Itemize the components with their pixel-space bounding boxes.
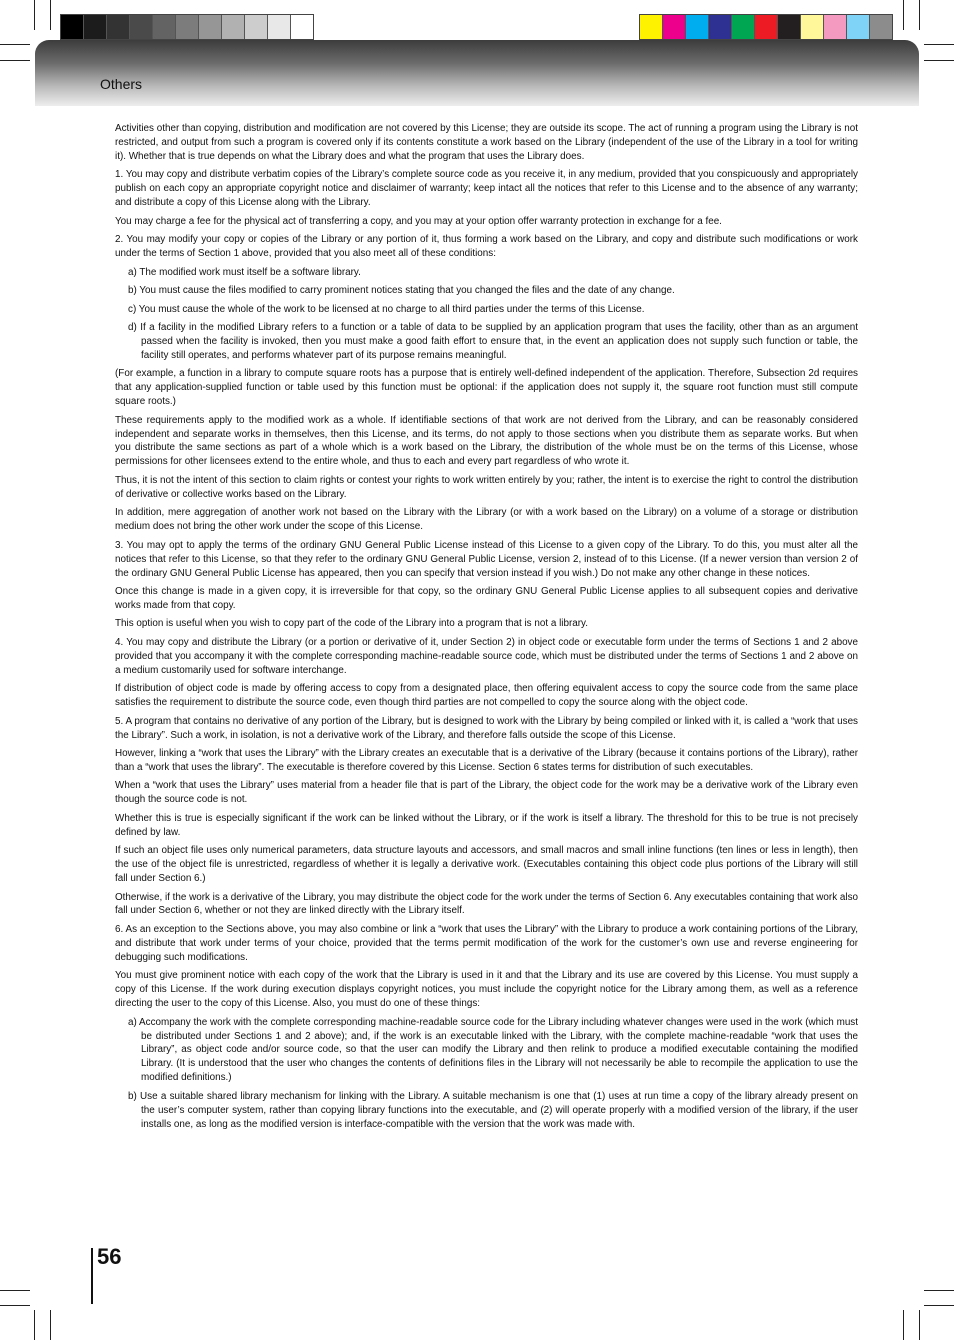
- gray-swatch: [61, 15, 84, 39]
- color-swatch: [640, 15, 663, 39]
- color-swatch: [709, 15, 732, 39]
- body-paragraph: 6. As an exception to the Sections above, you may also combine or link a “work that uses the Library” with the Library to produce a work containing portions of the Library, and distribute that work under terms of your choice, provided that the terms permit modification of the work for the customer’s own use and reverse engineering for debugging such modifications.: [115, 923, 858, 963]
- gray-swatch: [153, 15, 176, 39]
- body-paragraph: 2. You may modify your copy or copies of the Library or any portion of it, thus forming a work based on the Library, and copy and distribute such modifications or work under the terms of Section 1 above, provided that you also meet all of these conditions:: [115, 234, 858, 260]
- body-paragraph: Once this change is made in a given copy, it is irreversible for that copy, so the ordinary GNU General Public License applies to all subsequent copies and derivative works made from that copy.: [115, 586, 858, 611]
- sub-clause-paragraph: b) You must cause the files modified to carry prominent notices stating that you changed the files and the date of any change.: [128, 285, 675, 297]
- body-paragraph: Otherwise, if the work is a derivative of the Library, you may distribute the object code for the work under the terms of Section 6. Any executables containing that work also fall under Section 6, whether or not they are linked directly with the Library itself.: [115, 891, 859, 917]
- sub-clause-paragraph: a) Accompany the work with the complete corresponding machine-readable source code for the Library including whatever changes were used in the work (which must be distributed under Sections 1 and 2 above); and, if the work is an executable linked with the Library, with the complete machine-readable “work that uses the Library”, as object code and/or source code, so that the user can modify the Library and then relink to produce a modified executable containing the modified Library. (It is understood that the user who changes the contents of definitions files in the Library will not necessarily be able to recompile the application to use the modified definitions.): [128, 1016, 858, 1084]
- crop-mark: [0, 1305, 30, 1306]
- body-paragraph: Activities other than copying, distribution and modification are not covered by this License; they are outside its scope. The act of running a program using the Library is not restricted, and output from such a program is covered only if its contents constitute a work based on the Library (independent of the use of the Library in a tool for writing it). Whether that is true depends on what the Library does and what the program that uses the Library does.: [115, 123, 858, 162]
- color-swatch: [847, 15, 870, 39]
- body-paragraph: 3. You may opt to apply the terms of the ordinary GNU General Public License instead of this License to a given copy of the Library. To do this, you must alter all the notices that refer to this License, so that they refer to the ordinary GNU General Public License, version 2, instead of to this License. (If a newer version than version 2 of the ordinary GNU General Public License has appeared, then you can specify that version instead if you wish.) Do not make any other change in these notices.: [115, 539, 858, 579]
- gray-swatch: [176, 15, 199, 39]
- license-body-text: [115, 122, 858, 1136]
- crop-mark: [903, 0, 904, 30]
- crop-mark: [924, 1305, 954, 1306]
- body-paragraph: You must give prominent notice with each copy of the work that the Library is used in it and that the Library and its use are covered by this License. You must supply a copy of this License. If the work during execution displays copyright notices, you must include the copyright notice for the Library among them, as well as a reference directing the user to the copy of this License. Also, you must do one of these things:: [115, 970, 858, 1010]
- body-paragraph: Whether this is true is especially significant if the work can be linked without the Library, or if the work is itself a library. The threshold for this to be true is not precisely defined by law.: [115, 812, 858, 838]
- crop-mark: [919, 0, 920, 30]
- gray-swatch: [130, 15, 153, 39]
- crop-mark: [50, 0, 51, 30]
- crop-mark: [924, 60, 954, 61]
- crop-mark: [919, 1310, 920, 1340]
- color-swatch: [778, 15, 801, 39]
- crop-mark: [924, 44, 954, 45]
- body-paragraph: If distribution of object code is made by offering access to copy from a designated place, then offering equivalent access to copy the source code from the same place satisfies the requirement to distribute the source code, even though third parties are not compelled to copy the source along with the object code.: [115, 683, 858, 709]
- page-number-rule: [91, 1248, 93, 1304]
- gray-swatch: [199, 15, 222, 39]
- section-header-band: [35, 40, 919, 106]
- process-color-bar: [639, 14, 893, 40]
- crop-mark: [0, 1290, 30, 1291]
- sub-clause-paragraph: b) Use a suitable shared library mechanism for linking with the Library. A suitable mechanism is one that (1) uses at run time a copy of the library already present on the user’s computer system, rather than copying library functions into the executable, and (2) will operate properly with a modified version of the library, if the user installs one, as long as the modified version is interface-compatible with the version that the work was made with.: [128, 1090, 858, 1130]
- gray-swatch: [84, 15, 107, 39]
- body-paragraph: These requirements apply to the modified work as a whole. If identifiable sections of that work are not derived from the Library, and can be reasonably considered independent and separate works in themselves, then this License, and its terms, do not apply to those sections when you distribute them as separate works. But when you distribute the same sections as part of a whole which is a work based on the Library, the distribution of the whole must be on the terms of this License, whose permissions for other licensees extend to the entire whole, and thus to each and every part regardless of who wrote it.: [115, 414, 858, 468]
- sub-clause-paragraph: a) The modified work must itself be a software library.: [128, 266, 361, 278]
- body-paragraph: If such an object file uses only numerical parameters, data structure layouts and accessors, and small macros and small inline functions (ten lines or less in length), then the use of the object file is unrestricted, regardless of whether it is legally a derivative work. (Executables containing this object code plus portions of the Library will still fall under Section 6.): [115, 845, 858, 885]
- body-paragraph: However, linking a “work that uses the Library” with the Library creates an executable that is a derivative of the Library (because it contains portions of the Library), rather than a “work that uses the library”. The executable is therefore covered by this License. Section 6 states terms for distribution of such executables.: [115, 748, 858, 773]
- body-paragraph: You may charge a fee for the physical act of transferring a copy, and you may at your option offer warranty protection in exchange for a fee.: [115, 215, 722, 227]
- gray-swatch: [107, 15, 130, 39]
- color-swatch: [824, 15, 847, 39]
- body-paragraph: 1. You may copy and distribute verbatim copies of the Library’s complete source code as you receive it, in any medium, provided that you conspicuously and appropriately publish on each copy an appropriate copyright notice and disclaimer of warranty; keep intact all the notices that refer to this License and to the absence of any warranty; and distribute a copy of this License along with the Library.: [115, 169, 858, 209]
- body-paragraph: In addition, mere aggregation of another work not based on the Library with the Library (or with a work based on the Library) on a volume of a storage or distribution medium does not bring the other work under the scope of this License.: [115, 507, 858, 533]
- gray-swatch: [291, 15, 313, 39]
- page-number: 56: [97, 1244, 122, 1269]
- color-swatch: [663, 15, 686, 39]
- color-swatch: [686, 15, 709, 39]
- gray-swatch: [222, 15, 245, 39]
- sub-clause-paragraph: c) You must cause the whole of the work to be licensed at no charge to all third parties under the terms of this License.: [128, 303, 645, 315]
- body-paragraph: 5. A program that contains no derivative of any portion of the Library, but is designed to work with the Library by being compiled or linked with it, is called a “work that uses the Library”. Such a work, in isolation, is not a derivative work of the Library, and therefore falls outside the scope of this License.: [115, 715, 858, 741]
- crop-mark: [924, 1290, 954, 1291]
- crop-mark: [0, 44, 30, 45]
- grayscale-color-bar: [60, 14, 314, 40]
- body-paragraph: (For example, a function in a library to compute square roots has a purpose that is entirely well-defined independent of the application. Therefore, Subsection 2d requires that any application-supplied function or table used by this function must be optional: if the application does not supply it, the square root function must still compute square roots.): [115, 368, 858, 408]
- gray-swatch: [268, 15, 291, 39]
- crop-mark: [50, 1310, 51, 1340]
- crop-mark: [903, 1310, 904, 1340]
- body-paragraph: When a “work that uses the Library” uses material from a header file that is part of the Library, the object code for the work may be a derivative work of the Library even though the source code is not.: [115, 780, 858, 806]
- color-swatch: [801, 15, 824, 39]
- color-swatch: [755, 15, 778, 39]
- color-swatch: [870, 15, 892, 39]
- crop-mark: [34, 1310, 35, 1340]
- body-paragraph: This option is useful when you wish to copy part of the code of the Library into a program that is not a library.: [115, 618, 588, 630]
- gray-swatch: [245, 15, 268, 39]
- crop-mark: [0, 60, 30, 61]
- section-title: Others: [100, 76, 143, 92]
- body-paragraph: 4. You may copy and distribute the Library (or a portion or derivative of it, under Section 2) in object code or executable form under the terms of Sections 1 and 2 above provided that you accompany it with the complete corresponding machine-readable source code, which must be distributed under the terms of Sections 1 and 2 above on a medium customarily used for software interchange.: [115, 636, 858, 676]
- color-swatch: [732, 15, 755, 39]
- crop-mark: [34, 0, 35, 30]
- body-paragraph: Thus, it is not the intent of this section to claim rights or contest your rights to work written entirely by you; rather, the intent is to exercise the right to control the distribution of derivative or collective works based on the Library.: [115, 474, 858, 500]
- sub-clause-paragraph: d) If a facility in the modified Library refers to a function or a table of data to be supplied by an application program that uses the facility, other than as an argument passed when the facility is invoked, then you must make a good faith effort to ensure that, in the event an application does not supply such function or table, the facility still operates, and performs whatever part of its purpose remains meaningful.: [128, 322, 858, 361]
